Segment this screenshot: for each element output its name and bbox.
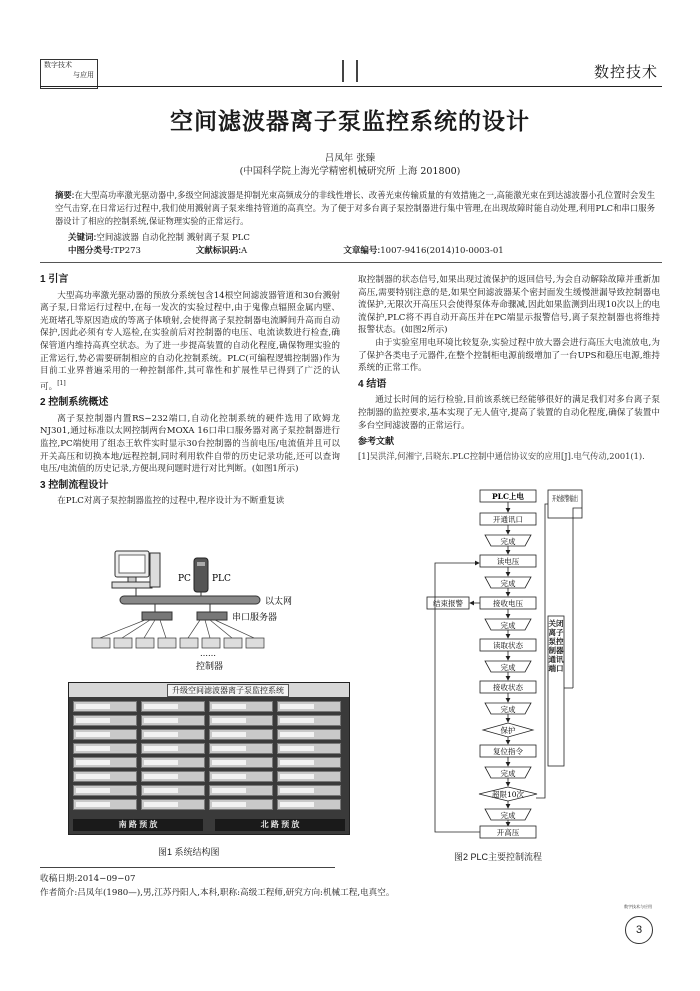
abstract-rule	[40, 262, 662, 263]
section-heading: 3 控制流程设计	[40, 479, 109, 491]
section-heading: 4 结语	[358, 378, 387, 390]
screen-panel-value	[144, 718, 178, 723]
screen-panel-cell	[141, 701, 205, 712]
received-date: 收稿日期:2014−09−07	[40, 874, 136, 884]
screen-panel-value	[76, 802, 110, 807]
screen-panel-value	[144, 760, 178, 765]
header-divider	[356, 60, 358, 82]
section-title: 数控技术	[593, 64, 658, 81]
article-title: 空间滤波器离子泵监控系统的设计	[170, 108, 530, 135]
screen-panel-cell	[141, 715, 205, 726]
screen-panel-cell	[209, 743, 273, 754]
paragraph: 由于实验室用电环境比较复杂,实验过程中放大器会进行高压大电流放电,为了保护各类电子元器件,在整个控制柜电源前级增加了一台UPS和稳压电源,维持系统的正常工作。	[358, 337, 660, 374]
svg-text:接收电压: 接收电压	[493, 599, 523, 608]
svg-text:接收状态: 接收状态	[493, 683, 523, 692]
paragraph: 在PLC对离子泵控制器监控的过程中,程序设计为不断重复读	[57, 496, 285, 507]
left-column	[40, 274, 340, 508]
journal-stamp: 数字技术与应用	[624, 904, 652, 909]
screen-panel-cell	[73, 729, 137, 740]
screen-panel-value	[144, 732, 178, 737]
plc-device-icon	[194, 558, 208, 592]
screen-panel-cell	[141, 771, 205, 782]
screen-panel-value	[212, 788, 246, 793]
journal-logo	[40, 59, 98, 89]
screen-panel-cell	[73, 771, 137, 782]
svg-text:完成: 完成	[500, 621, 516, 630]
paragraph: 离子泵控制器内置RS−232端口,自动化控制系统的硬件选用了欧姆龙NJ301,通过标准以太网控制两台MOXA 16口串口服务器对离子泵控制器进行监控,PC端使用了组态王软件实时显示30台控制器的当前电压/电流值并且可以开关高压和切换本地/远程控制,同时利用软件自带的历史记录功能,还可以查询电压/电流值的历史记录,方便出现问题时进行对比判断。(如图1所示)	[40, 413, 340, 475]
screen-panel-value	[76, 732, 110, 737]
flow-text: 开通讯口	[493, 515, 523, 524]
south-preamp-label: 南 路 预 放	[73, 819, 203, 831]
serial-server-icon	[142, 612, 172, 620]
plc-control-flowchart	[425, 488, 605, 840]
screen-title: 升级空间滤波器离子泵监控系统	[167, 684, 289, 697]
screen-panel-cell	[141, 757, 205, 768]
journal-logo-line2: 与应用	[73, 72, 94, 79]
screen-panel-value	[76, 788, 110, 793]
doc-code-value: A	[241, 246, 248, 256]
screen-panel-value	[212, 760, 246, 765]
section-heading: 2 控制系统概述	[40, 397, 109, 409]
serial-server-icon	[197, 612, 227, 620]
screen-panel-value	[144, 788, 178, 793]
screen-panel-value	[212, 774, 246, 779]
svg-text:结束报警: 结束报警	[433, 599, 463, 608]
screen-panel-value	[144, 704, 178, 709]
clc-label: 中图分类号:	[68, 245, 114, 255]
screen-panel-cell	[209, 701, 273, 712]
flow-text: PLC上电	[492, 492, 524, 501]
reference-item: [1]吴洪洋,何湘宁,吕晓东.PLC控制中通信协议安的应用[J].电气传动,2001(1).	[358, 450, 645, 461]
screen-panel-value	[212, 732, 246, 737]
authors: 吕凤年 张臻	[324, 153, 376, 164]
screen-panel-value	[212, 802, 246, 807]
article-no-value: 1007-9416(2014)10-0003-01	[380, 246, 504, 256]
doc-code-label: 文献标识码:	[195, 245, 242, 255]
system-structure-diagram	[60, 548, 340, 673]
svg-text:读取状态: 读取状态	[493, 641, 523, 650]
screen-panel-value	[280, 718, 314, 723]
svg-text:完成: 完成	[500, 537, 516, 546]
screen-panel-cell	[141, 729, 205, 740]
screen-panel-cell	[73, 799, 137, 810]
screen-panel-value	[144, 774, 178, 779]
svg-text:读电压: 读电压	[496, 557, 520, 566]
screen-panel-cell	[277, 743, 341, 754]
screen-panel-value	[144, 802, 178, 807]
screen-panel-value	[280, 788, 314, 793]
footnote-rule	[40, 867, 335, 868]
svg-text:完成: 完成	[500, 705, 516, 714]
screen-panel-cell	[209, 771, 273, 782]
screen-panel-value	[280, 746, 314, 751]
keywords-label: 关键词:	[68, 232, 97, 242]
svg-text:超限10次: 超限10次	[491, 790, 525, 799]
svg-text:开高压: 开高压	[496, 828, 520, 837]
screen-panel-cell	[141, 799, 205, 810]
screen-panel-cell	[277, 799, 341, 810]
classification-row	[68, 244, 628, 256]
ethernet-label: 以太网	[265, 597, 293, 607]
abstract-text: 在大型高功率激光驱动器中,多级空间滤波器是抑制光束高频成分的非线性增长、改善光束传输质量的有效措施之一,高能激光束在到达滤波器小孔位置时会发生空气击穿,在日常运行过程中,我们使用溅射离子泵来维持管道的高真空。为了便于对多台离子泵控制器进行集中管理,在出现故障时能自动处理,利用PLC和串口服务器设计了相应的控制系统,保证物理实验的正常运行。	[55, 190, 655, 226]
north-preamp-label: 北 路 预 放	[215, 819, 345, 831]
keywords-text: 空间滤波器 自动化控制 溅射离子泵 PLC	[96, 233, 250, 243]
screen-panel-value	[76, 760, 110, 765]
svg-text:完成: 完成	[500, 811, 516, 820]
serial-server-label: 串口服务器	[232, 613, 278, 623]
right-column	[358, 274, 660, 462]
keywords	[68, 231, 250, 243]
screen-panel-cell	[277, 701, 341, 712]
pc-label: PC	[178, 574, 191, 584]
svg-text:保护: 保护	[500, 726, 516, 735]
screen-panel-cell	[209, 729, 273, 740]
affiliation: (中国科学院上海光学精密机械研究所 上海 201800)	[239, 166, 461, 177]
svg-text:复位指令: 复位指令	[493, 747, 523, 756]
screen-panel-cell	[73, 757, 137, 768]
screen-panel-cell	[277, 729, 341, 740]
svg-text:完成: 完成	[500, 663, 516, 672]
screen-panel-value	[280, 774, 314, 779]
screen-panel-cell	[209, 785, 273, 796]
close-port-text: 关闭离子泵控制器通讯端口	[548, 619, 564, 673]
screen-panel-cell	[73, 701, 137, 712]
abstract-label: 摘要:	[55, 190, 75, 200]
svg-text:完成: 完成	[500, 769, 516, 778]
paragraph: 取控制器的状态信号,如果出现过流保护的返回信号,为会自动解除故障并重新加高压,需要特别注意的是,如果空间滤波器某个密封面发生缓慢泄漏导致控制器电流保护,无限次开高压只会使得泵体寿命骤减,因此如果监测到出现10次以上的电流保护,PLC将不再自动开高压并在PC端显示报警信号,离子泵控制器也将维持报警状态。(如图2所示)	[358, 275, 660, 336]
screen-panel-value	[76, 774, 110, 779]
header-rule	[40, 86, 662, 87]
journal-logo-line1: 数字技术	[44, 62, 72, 69]
screen-panel-value	[280, 760, 314, 765]
screen-panel-cell	[277, 715, 341, 726]
screen-panel-value	[76, 704, 110, 709]
screen-panel-value	[212, 718, 246, 723]
screen-panel-value	[212, 704, 246, 709]
screen-panel-cell	[277, 771, 341, 782]
article-no-label: 文章编号:	[343, 245, 381, 255]
svg-text:开始报警输出: 开始报警输出	[552, 494, 597, 503]
page-number: 3	[625, 916, 653, 944]
paragraph: 通过长时间的运行检验,目前该系统已经能够很好的满足我们对多台离子泵控制器的监控要求,基本实现了无人值守,提高了装置的自动化程度,确保了装置中多台空间滤波器的正常运行。	[358, 395, 660, 431]
figure1-caption: 图1 系统结构图	[158, 847, 220, 857]
screen-panels	[73, 701, 345, 815]
screen-panel-value	[280, 802, 314, 807]
screen-panel-cell	[277, 785, 341, 796]
screen-panel-cell	[73, 785, 137, 796]
screen-panel-value	[280, 704, 314, 709]
header-divider	[342, 60, 344, 82]
screen-panel-value	[76, 746, 110, 751]
pc-computer-icon	[112, 551, 160, 588]
screen-panel-cell	[73, 743, 137, 754]
screen-panel-cell	[73, 715, 137, 726]
paragraph: 大型高功率激光驱动器的预放分系统包含14根空间滤波器管道和30台溅射离子泵,日常运行过程中,在每一发次的实验过程中,由于鬼像点辐照金属内壁、光斑堵孔等原因造成的等离子体喷射,会使得离子泵控制器电流瞬间升高而自动保护,因此必须有专人巡检,在实验前后对控制器的电压、电流读数进行检查,确保管道内维持高真空状态。为了进一步提高装置的自动化程度,确保物理实验的正常运行,势必需要研制相应的自动化控制系统。PLC(可编程逻辑控制器)作为目前工业界普遍采用的一种控制部件,其可靠性和扩展性早已得到了广泛的认可。[1]	[40, 290, 340, 392]
screen-panel-cell	[209, 715, 273, 726]
controller-label: 控制器	[196, 662, 224, 672]
screen-panel-value	[76, 718, 110, 723]
references-heading: 参考文献	[358, 436, 395, 447]
section-heading: 1 引言	[40, 274, 69, 285]
screen-titlebar	[69, 683, 349, 697]
ethernet-bus	[120, 596, 260, 604]
monitor-software-screenshot	[68, 682, 350, 835]
controller-icons	[92, 638, 264, 648]
clc-value: TP273	[113, 246, 141, 256]
screen-panel-cell	[209, 799, 273, 810]
dots-label: ……	[200, 649, 216, 658]
screen-panel-value	[144, 746, 178, 751]
screen-panel-cell	[277, 757, 341, 768]
svg-text:完成: 完成	[500, 579, 516, 588]
plc-label: PLC	[212, 574, 231, 584]
author-bio: 作者简介:吕凤年(1980—),男,江苏丹阳人,本科,职称:高级工程师,研究方向:机械工程,电真空。	[40, 888, 395, 898]
screen-panel-cell	[141, 785, 205, 796]
citation: [1]	[57, 379, 66, 387]
abstract	[55, 189, 655, 228]
screen-panel-value	[212, 746, 246, 751]
screen-panel-cell	[209, 757, 273, 768]
screen-panel-cell	[141, 743, 205, 754]
screen-panel-value	[280, 732, 314, 737]
figure2-caption: 图2 PLC主要控制流程	[454, 852, 543, 862]
